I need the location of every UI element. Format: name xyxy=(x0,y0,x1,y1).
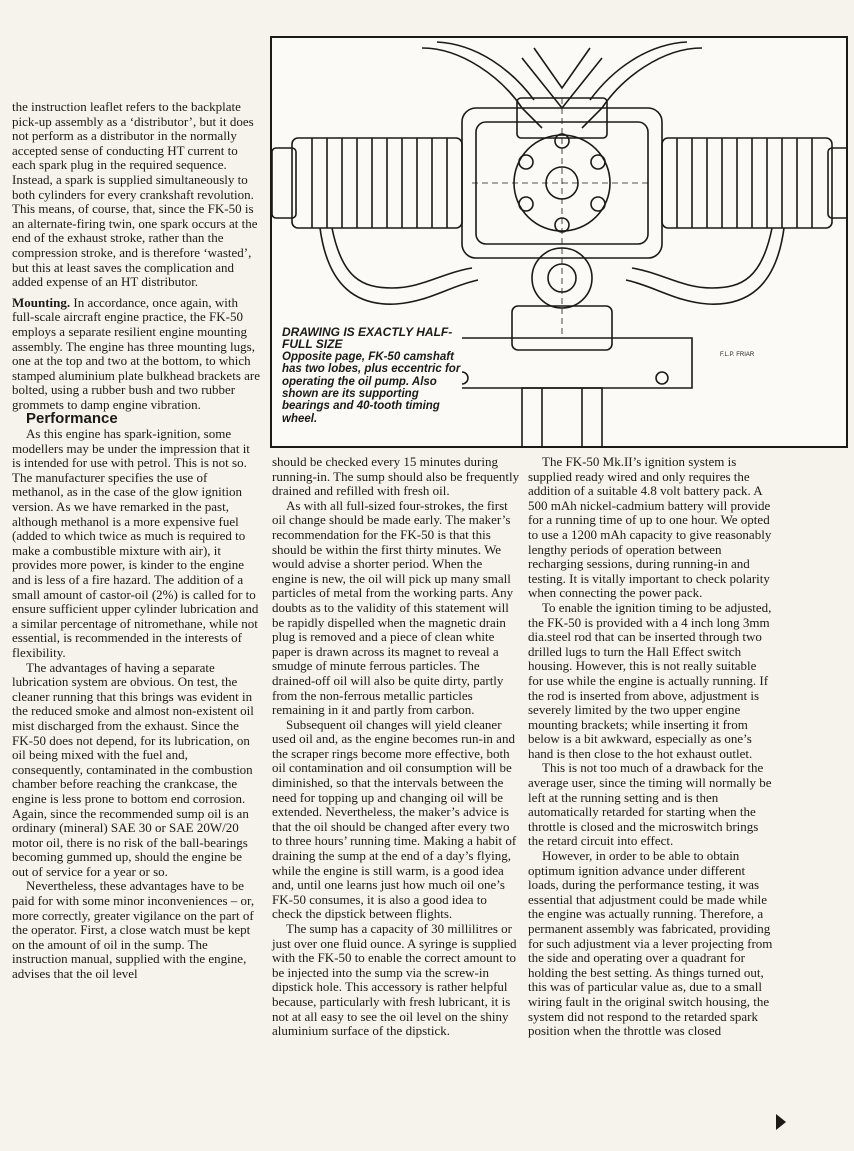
paragraph: This is not too much of a drawback for the average user, since the timing will normally be left at the running setting and is then automatically retarded for starting when the throttle is closed and the microswitch brings the retard circuit into effect. xyxy=(528,760,772,849)
paragraph: should be checked every 15 minutes during running-in. The sump should also be frequently drained and refilled with fresh oil. xyxy=(272,454,520,499)
paragraph: The sump has a capacity of 30 millilitres or just over one fluid ounce. A syringe is supplied with the FK-50 to enable the correct amount to be injected into the sump via the screw-in dipstick hole. This accessory is rather helpful because, particularly with fresh lubricant, it is not at all easy to see the oil level on the shiny aluminium surface of the dipstick. xyxy=(272,921,517,1039)
engine-drawing xyxy=(270,36,848,448)
paragraph: the instruction leaflet refers to the backplate pick-up assembly as a ‘distributor’, but it does not perform as a distributor in the normally accepted sense of conducting HT current to each spark plug in the required sequence. Instead, a spark is supplied simultaneously to both cylinders for every crankshaft revolution. This means, of course, that, since the FK-50 is an alternate-firing twin, one spark occurs at the end of the exhaust stroke, rather than the compression stroke, and is therefore ‘wasted’, but this at least saves the complication and added expense of an HT distributor. xyxy=(12,99,258,290)
paragraph: As this engine has spark-ignition, some modellers may be under the impression that it is intended for use with petrol. This is not so. The manufacturer specifies the use of methanol, as in the case of the glow ignition version. As we have remarked in the past, although methanol is a more expensive fuel (added to which twice as much is required to make a combustible mixture with air), it provides more power, is kinder to the engine and is less of a fire hazard. The addition of a small amount of castor-oil (2%) is called for to ensure sufficient upper cylinder lubrication and a similar percentage of nitromethane, while not essential, is recommended in the interests of flexibility. xyxy=(12,426,259,660)
paragraph: As with all full-sized four-strokes, the first oil change should be made early. The maker’s recommendation for the FK-50 is that this should be within the first thirty minutes. We would advise a shorter period. When the engine is new, the oil will pick up many small particles of metal from the working parts. Any doubts as to the validity of this statement will be rapidly dispelled when the magnetic drain plug is removed and a piece of clean white paper is drawn across its magnet to reveal a smudge of minute ferrous particles. The drained-off oil will also be quite dirty, partly from the non-ferrous metallic particles remaining in it and partly from carbon. xyxy=(272,497,514,718)
text-column-1 xyxy=(12,100,260,982)
runin-heading-mounting: Mounting. xyxy=(12,294,71,310)
paragraph: Subsequent oil changes will yield cleaner used oil and, as the engine becomes run-in and the scraper rings become more effective, both oil contamination and oil consumption will be diminished, so that the intervals between the need for topping up and changing oil will be extended. Nevertheless, the maker’s advice is that the oil should be changed after every two to three hours’ running time. Making a habit of draining the sump at the end of a day’s flying, while the engine is still warm, is a good idea and, until one learns just how much oil one’s FK-50 consumes, it is also a good idea to check the dipstick between flights. xyxy=(272,716,517,922)
paragraph: To enable the ignition timing to be adjusted, the FK-50 is provided with a 4 inch long 3mm dia.steel rod that can be inserted through two drilled lugs to turn the Hall Effect switch housing. However, this is not really suitable for use while the engine is actually running. If the rod is inserted from above, adjustment is severely limited by the two upper engine mounting brackets; while inserting it from below is a bit awkward, especially as one’s hand is then close to the hot exhaust outlet. xyxy=(528,599,772,761)
caption-heading: DRAWING IS EXACTLY HALF-FULL SIZE xyxy=(282,325,453,352)
section-heading-performance: Performance xyxy=(26,410,118,428)
text-column-3 xyxy=(528,455,774,1039)
paragraph: The advantages of having a separate lubrication system are obvious. On test, the cleaner running that this brings was evident in the reduced smoke and almost non-existent oil mist discharged from the exhaust. Since the FK-50 does not depend, for its lubrication, on oil being mixed with the fuel and, consequently, contaminated in the combustion chamber before reaching the crankcase, the engine is less prone to bottom end corrosion. Again, since the recommended sump oil is an ordinary (mineral) SAE 30 or SAE 20W/20 motor oil, there is no risk of the ball-bearings becoming gummed up, should the engine be out of service for a year or so. xyxy=(12,659,254,879)
caption-body: Opposite page, FK-50 camshaft has two lobes, plus eccentric for operating the oil pump. Also shown are its supporting bearings and 40-tooth timing wheel. xyxy=(282,350,461,425)
drawing-caption xyxy=(282,326,462,425)
paragraph: The FK-50 Mk.II’s ignition system is supplied ready wired and only requires the addition of a suitable 4.8 volt battery pack. A 500 mAh nickel-cadmium battery will provide for a running time of up to one hour. We opted to use a 1200 mAh capacity to give reasonably lengthy periods of operation between recharging sessions, during running-in and testing. It is vitally important to check polarity when connecting the power pack. xyxy=(528,454,772,601)
paragraph: Nevertheless, these advantages have to be paid for with some minor inconveniences – or, more correctly, greater vigilance on the part of the operator. First, a close watch must be kept on the amount of oil in the sump. The instruction manual, supplied with the engine, advises that the oil level xyxy=(12,878,255,982)
paragraph-mounting xyxy=(12,296,260,413)
text-column-2 xyxy=(272,455,520,1039)
paragraph-text: In accordance, once again, with full-scale aircraft engine practice, the FK-50 employs a separate resilient engine mounting assembly. The engine has three mounting lugs, one at the top and two at the bottom, to which stamped aluminium plate bulkhead brackets are bolted, using a rubber bush and two rubber grommets to damp engine vibration. xyxy=(12,294,260,412)
paragraph: However, in order to be able to obtain optimum ignition advance under different loads, during the performance testing, it was essential that adjustment could be made while the engine was actually running. Therefore, a permanent assembly was fabricated, providing for such adjustment via a lever projecting from the side and operating over a quadrant for holding the best setting. As things turned out, this was of particular value as, due to a small wiring fault in the original switch housing, the system did not respond to the retarded spark position when the throttle was closed xyxy=(528,848,773,1039)
continued-arrow-icon xyxy=(776,1114,786,1130)
drawing-signature: F.L.P. FRIAR xyxy=(720,352,755,358)
